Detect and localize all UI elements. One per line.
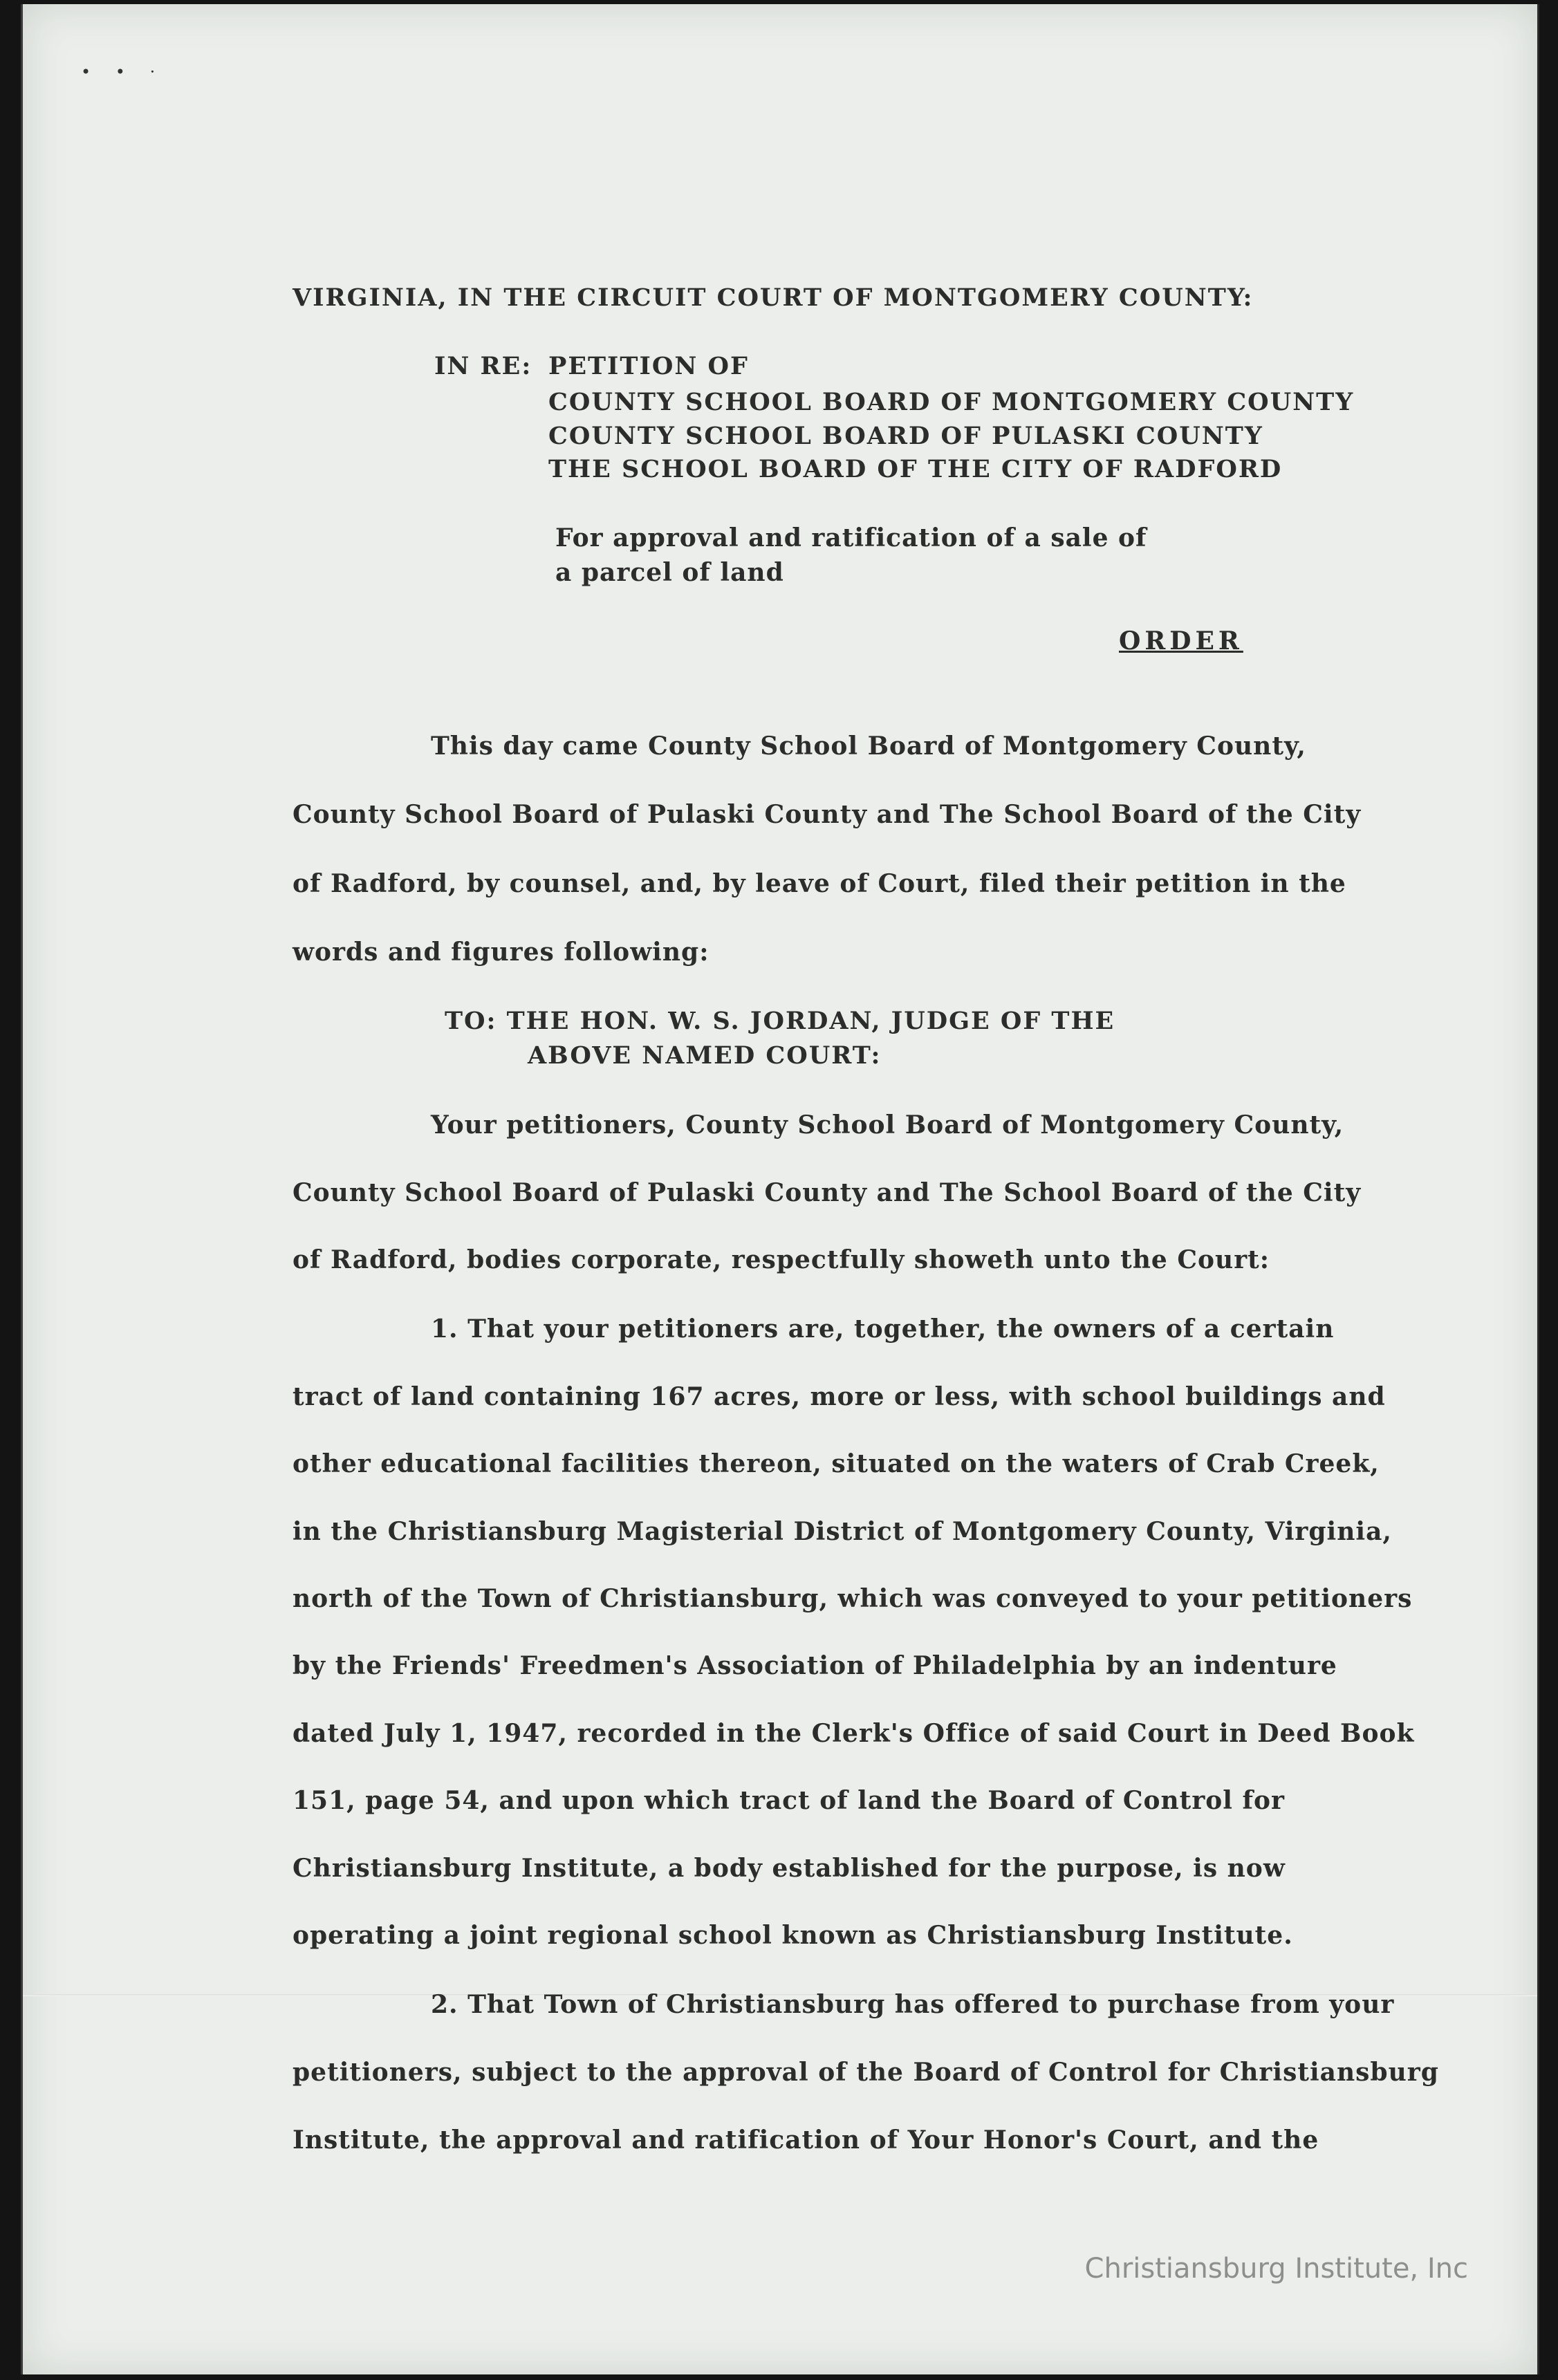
paragraph-2-line: 2. That Town of Christiansburg has offered to purchase from your	[431, 1990, 1395, 2019]
order-title: ORDER	[1119, 626, 1243, 656]
paragraph-1-line: dated July 1, 1947, recorded in the Clerk's Office of said Court in Deed Book	[293, 1719, 1415, 1748]
in-re-line: COUNTY SCHOOL BOARD OF PULASKI COUNTY	[548, 422, 1263, 450]
purpose-line: For approval and ratification of a sale of	[555, 523, 1147, 552]
paragraph-1-line: north of the Town of Christiansburg, which was conveyed to your petitioners	[293, 1584, 1413, 1613]
paragraph-1-line: operating a joint regional school known as Christiansburg Institute.	[293, 1921, 1293, 1950]
court-caption: VIRGINIA, IN THE CIRCUIT COURT OF MONTGOMERY COUNTY:	[293, 283, 1254, 312]
petition-intro-line: Your petitioners, County School Board of Montgomery County,	[431, 1110, 1344, 1140]
paragraph-1-line: in the Christiansburg Magisterial District of Montgomery County, Virginia,	[293, 1517, 1392, 1546]
paragraph-2-line: petitioners, subject to the approval of the Board of Control for Christiansburg	[293, 2058, 1439, 2087]
paragraph-1-line: Christiansburg Institute, a body established for the purpose, is now	[293, 1854, 1286, 1883]
paragraph-2-line: Institute, the approval and ratification of Your Honor's Court, and the	[293, 2126, 1319, 2155]
watermark: Christiansburg Institute, Inc	[1084, 2253, 1468, 2285]
document-page	[21, 4, 1539, 2374]
paragraph-1-line: by the Friends' Freedmen's Association of Philadelphia by an indenture	[293, 1651, 1337, 1680]
intro-line: County School Board of Pulaski County and The School Board of the City	[293, 800, 1362, 829]
in-re-label: IN RE:	[434, 352, 532, 380]
petition-intro-line: of Radford, bodies corporate, respectfully showeth unto the Court:	[293, 1245, 1270, 1274]
addressee-line: TO: THE HON. W. S. JORDAN, JUDGE OF THE	[445, 1007, 1115, 1035]
intro-line: This day came County School Board of Montgomery County,	[431, 732, 1306, 761]
in-re-line: THE SCHOOL BOARD OF THE CITY OF RADFORD	[548, 455, 1283, 483]
punch-marks: • • ·	[81, 62, 165, 82]
paragraph-1-line: tract of land containing 167 acres, more or less, with school buildings and	[293, 1382, 1386, 1411]
paragraph-1-line: 151, page 54, and upon which tract of land the Board of Control for	[293, 1786, 1285, 1815]
petition-intro-line: County School Board of Pulaski County and The School Board of the City	[293, 1178, 1362, 1207]
intro-line: of Radford, by counsel, and, by leave of Court, filed their petition in the	[293, 869, 1346, 898]
addressee-line: ABOVE NAMED COURT:	[528, 1041, 882, 1070]
purpose-line: a parcel of land	[555, 558, 784, 587]
in-re-line: COUNTY SCHOOL BOARD OF MONTGOMERY COUNTY	[548, 388, 1355, 416]
intro-line: words and figures following:	[293, 938, 710, 967]
paragraph-1-line: 1. That your petitioners are, together, the owners of a certain	[431, 1314, 1335, 1344]
in-re-line: PETITION OF	[548, 352, 749, 380]
paragraph-1-line: other educational facilities thereon, situated on the waters of Crab Creek,	[293, 1449, 1380, 1478]
